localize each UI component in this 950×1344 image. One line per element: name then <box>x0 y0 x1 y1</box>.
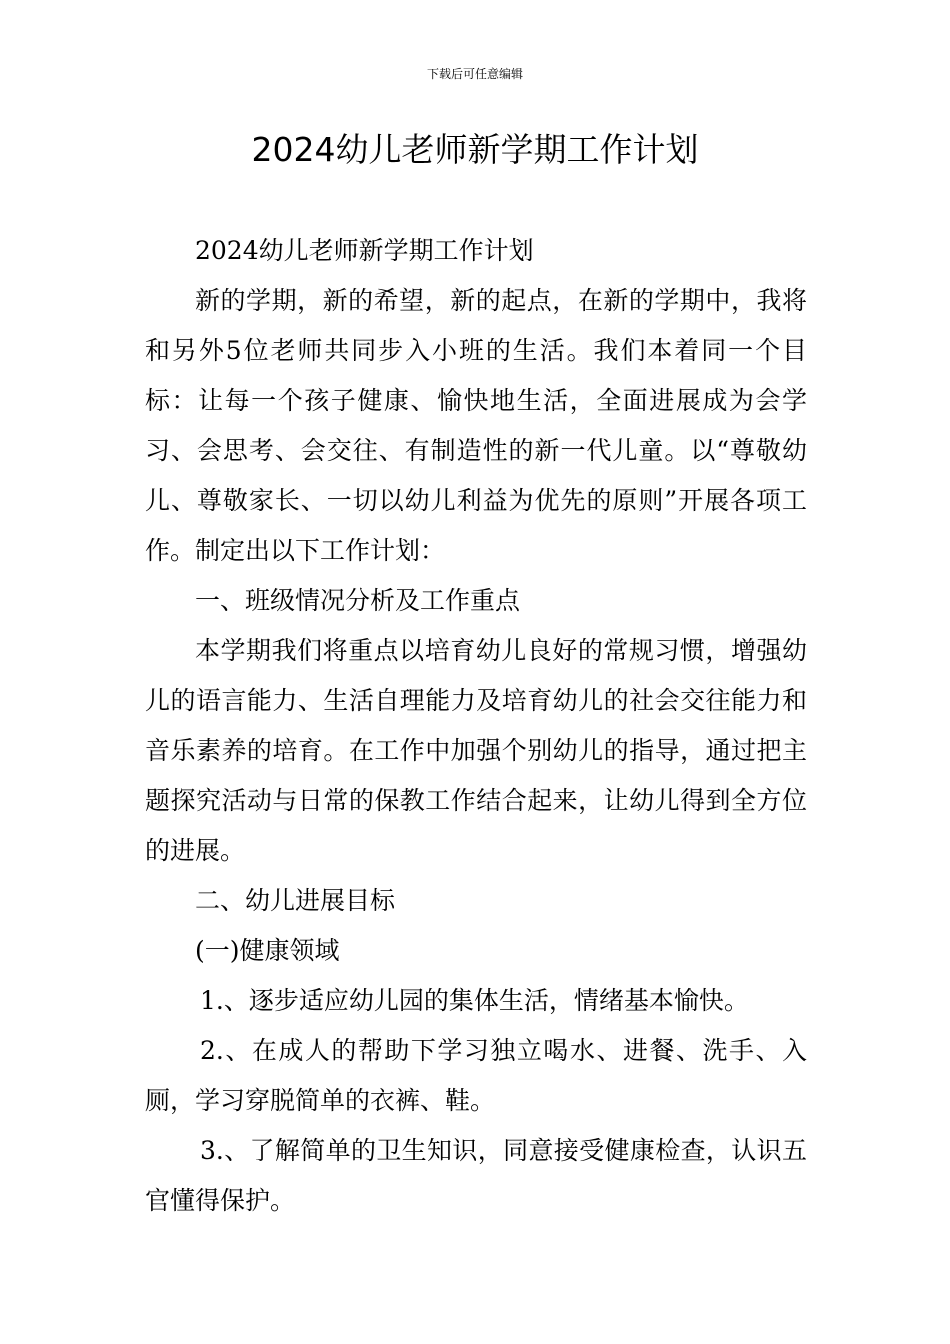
list-item-3: 3.、了解简单的卫生知识，同意接受健康检查，认识五官懂得保护。 <box>145 1136 807 1215</box>
document-body <box>145 226 807 1226</box>
section-1-paragraph: 本学期我们将重点以培育幼儿良好的常规习惯，增强幼儿的语言能力、生活自理能力及培育幼儿的社会交往能力和音乐素养的培育。在工作中加强个别幼儿的指导，通过把主题探究活动与日常的保教工作结合起来，让幼儿得到全方位的进展。 <box>145 636 807 865</box>
intro-paragraph: 新的学期，新的希望，新的起点，在新的学期中，我将和另外5位老师共同步入小班的生活。我们本着同一个目标：让每一个孩子健康、愉快地生活，全面进展成为会学习、会思考、会交往、有制造性的新一代儿童。以“尊敬幼儿、尊敬家长、一切以幼儿利益为优先的原则”开展各项工作。制定出以下工作计划： <box>145 286 807 565</box>
subtitle-paragraph: 2024幼儿老师新学期工作计划 <box>195 236 534 265</box>
section-heading-1: 一、班级情况分析及工作重点 <box>195 586 521 615</box>
subsection-heading-health: (一)健康领域 <box>195 936 340 965</box>
document-title: 2024幼儿老师新学期工作计划 <box>251 130 699 169</box>
list-item-2: 2.、在成人的帮助下学习独立喝水、进餐、洗手、入厕，学习穿脱简单的衣裤、鞋。 <box>145 1036 807 1115</box>
list-item-1: 1.、逐步适应幼儿园的集体生活，情绪基本愉快。 <box>200 986 749 1015</box>
section-heading-2: 二、幼儿进展目标 <box>195 886 396 915</box>
header-note: 下载后可任意编辑 <box>426 67 523 81</box>
